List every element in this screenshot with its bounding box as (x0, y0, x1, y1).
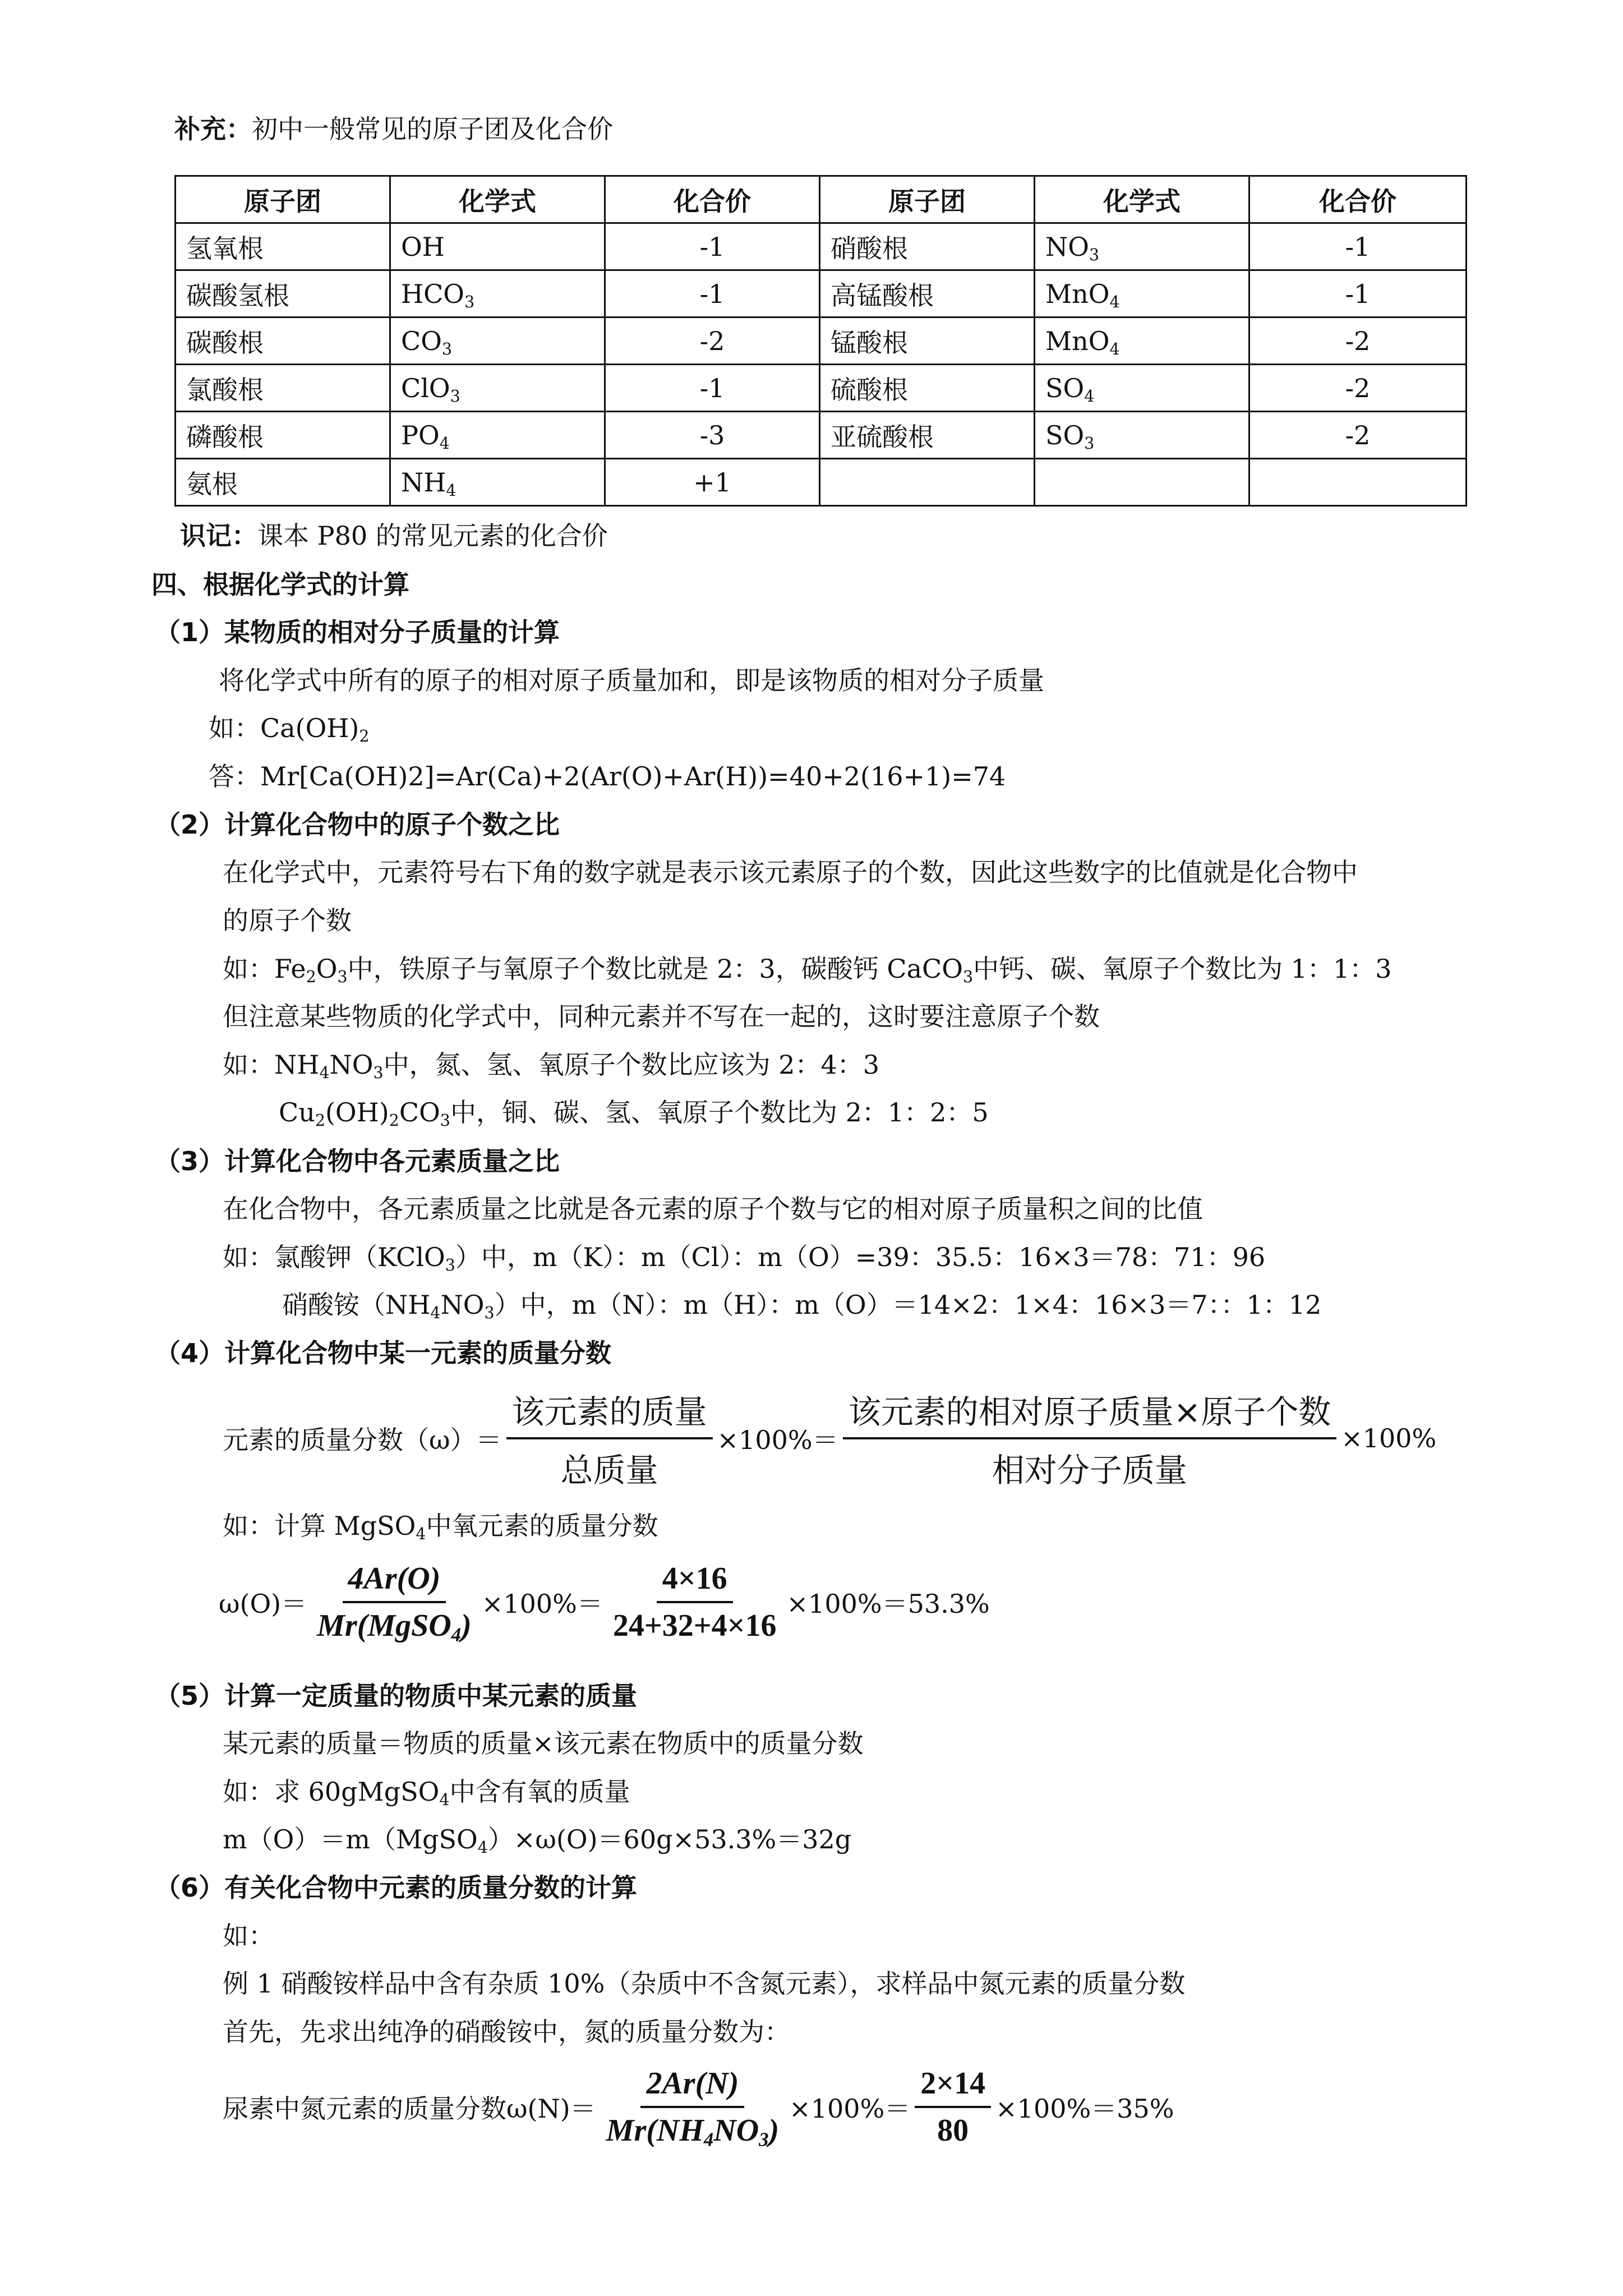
paragraph: 在化合物中，各元素质量之比就是各元素的原子个数与它的相对原子质量积之间的比值 (223, 1194, 1203, 1224)
table-row (176, 223, 1467, 270)
table-row (176, 318, 1467, 365)
subsection-heading: （2）计算化合物中的原子个数之比 (155, 809, 560, 840)
example-line: 如：求 60gMgSO$_4$中含有氧的质量 (223, 1777, 630, 1809)
radical-valence: -2 (1249, 365, 1467, 412)
radical-formula: $NH_4$ (390, 459, 605, 506)
mass-fraction-formula: 元素的质量分数（ω）＝ $\frac{\text{该元素的质量}}{\text{总质量}}$ ×100%＝ $\frac{\text{该元素的相对原子质量×原子个数}}{\text{相对分子质量}}$ ×100% (223, 1386, 1436, 1491)
header-valence: 化合价 (1249, 176, 1467, 223)
answer-line: 答：Mr[Ca(OH)2]=Ar(Ca)+2(Ar(O)+Ar(H))=40+2(16+1)=74 (209, 761, 1006, 792)
supplement-line (174, 112, 613, 146)
header-formula: 化学式 (390, 176, 605, 223)
radical-name: 硝酸根 (820, 223, 1035, 270)
note-line (180, 519, 608, 553)
radical-name: 碳酸氢根 (176, 270, 390, 318)
paragraph: 某元素的质量＝物质的质量×该元素在物质中的质量分数 (223, 1728, 864, 1759)
radical-valence: -2 (605, 318, 820, 365)
nitrogen-fraction-formula: 尿素中氮元素的质量分数ω(N)＝ $\frac{2Ar(N)}{Mr(NH_4NO_3)}$ ×100%＝ $\frac{2\times 14}{80}$ ×100%＝35% (223, 2066, 1174, 2151)
table-row (176, 270, 1467, 318)
paragraph: 在化学式中，元素符号右下角的数字就是表示该元素原子的个数，因此这些数字的比值就是化合物中 (223, 857, 1358, 887)
radical-name: 碳酸根 (176, 318, 390, 365)
radical-valence: -1 (605, 365, 820, 412)
radical-name: 高锰酸根 (820, 270, 1035, 318)
radical-valence-table (174, 175, 1467, 507)
table-row (176, 459, 1467, 506)
fraction: $\frac{2\times 14}{80}$ (915, 2065, 991, 2148)
radical-formula: $PO_4$ (390, 412, 605, 459)
radical-formula: $SO_3$ (1035, 412, 1249, 459)
table-header-row (176, 176, 1467, 223)
radical-valence: -2 (1249, 318, 1467, 365)
subsection-heading: （4）计算化合物中某一元素的质量分数 (155, 1338, 612, 1368)
radical-formula: $CO_3$ (390, 318, 605, 365)
table-row (176, 412, 1467, 459)
radical-name (820, 459, 1035, 506)
radical-formula: $HCO_3$ (390, 270, 605, 318)
oxygen-fraction-formula: ω(O)＝ $\frac{4Ar(O)}{Mr(MgSO_4)}$ ×100%＝ $\frac{4\times 16}{24+32+4\times 16}$ ×100%＝53.3% (219, 1561, 990, 1646)
radical-name: 氨根 (176, 459, 390, 506)
header-valence: 化合价 (605, 176, 820, 223)
radical-name: 磷酸根 (176, 412, 390, 459)
supplement-text: 初中一般常见的原子团及化合价 (252, 114, 613, 144)
example-line: 如：计算 MgSO$_4$中氧元素的质量分数 (223, 1511, 658, 1543)
radical-valence: -1 (1249, 270, 1467, 318)
section-heading: 四、根据化学式的计算 (151, 569, 409, 600)
calc-line: m（O）＝m（MgSO$_4$）×ω(O)＝60g×53.3%＝32g (223, 1824, 852, 1857)
note-label: 识记： (180, 521, 257, 551)
paragraph: 首先，先求出纯净的硝酸铵中，氮的质量分数为： (223, 2017, 790, 2047)
radical-formula: MnO$_4$ (1035, 318, 1249, 365)
fraction: $\frac{4Ar(O)}{Mr(MgSO_4)}$ (317, 1561, 472, 1646)
example-line: $Cu_2(OH)_2CO_3$中，铜、碳、氢、氧原子个数比为 2：1：2：5 (279, 1097, 989, 1130)
example-line: 如：氯酸钾（KClO$_3$）中，m（K）：m（Cl）：m（O）=39：35.5：16×3＝78：71：96 (223, 1242, 1266, 1274)
radical-valence: -1 (1249, 223, 1467, 270)
paragraph: 的原子个数 (223, 905, 352, 936)
header-radical: 原子团 (820, 176, 1035, 223)
fraction: $\frac{\text{该元素的质量}}{\text{总质量}}$ (506, 1386, 713, 1491)
radical-formula: OH (390, 223, 605, 270)
radical-formula: $NO_3$ (1035, 223, 1249, 270)
radical-valence: -1 (605, 223, 820, 270)
fraction: $\frac{2Ar(N)}{Mr(NH_4NO_3)}$ (606, 2066, 780, 2151)
paragraph: 如： (223, 1921, 274, 1951)
radical-valence (1249, 459, 1467, 506)
radical-valence: +1 (605, 459, 820, 506)
subsection-heading: （6）有关化合物中元素的质量分数的计算 (155, 1872, 638, 1903)
radical-formula (1035, 459, 1249, 506)
radical-name: 氢氧根 (176, 223, 390, 270)
radical-valence: -1 (605, 270, 820, 318)
example-line: 如：$Ca(OH)_2$ (209, 713, 370, 746)
fraction: $\frac{\text{该元素的相对原子质量×原子个数}}{\text{相对分子质量}}$ (843, 1386, 1337, 1491)
paragraph: 但注意某些物质的化学式中，同种元素并不写在一起的，这时要注意原子个数 (223, 1001, 1100, 1032)
radical-formula: $SO_4$ (1035, 365, 1249, 412)
subsection-heading: （3）计算化合物中各元素质量之比 (155, 1146, 560, 1176)
note-text: 课本 P80 的常见元素的化合价 (257, 521, 608, 551)
radical-formula: MnO$_4$ (1035, 270, 1249, 318)
example-line: 如：$NH_4NO_3$中，氮、氢、氧原子个数比应该为 2：4：3 (223, 1050, 880, 1082)
radical-name: 硫酸根 (820, 365, 1035, 412)
radical-valence: -3 (605, 412, 820, 459)
example-line: 硝酸铵$(NH_4NO_3)$中，m（N）：m（H）：m（O）＝14×2：1×4：16×3＝7：：1：12 (282, 1290, 1322, 1322)
radical-name: 锰酸根 (820, 318, 1035, 365)
radical-name: 亚硫酸根 (820, 412, 1035, 459)
fraction: $\frac{4\times 16}{24+32+4\times 16}$ (612, 1561, 777, 1643)
radical-name: 氯酸根 (176, 365, 390, 412)
radical-valence: -2 (1249, 412, 1467, 459)
header-formula: 化学式 (1035, 176, 1249, 223)
subsection-heading: （5）计算一定质量的物质中某元素的质量 (155, 1681, 638, 1711)
supplement-label: 补充： (174, 114, 252, 144)
paragraph: 将化学式中所有的原子的相对原子质量加和，即是该物质的相对分子质量 (219, 665, 1044, 696)
radical-formula: ClO$_3$ (390, 365, 605, 412)
paragraph: 例 1 硝酸铵样品中含有杂质 10%（杂质中不含氮元素），求样品中氮元素的质量分数 (223, 1968, 1186, 1999)
table-row (176, 365, 1467, 412)
header-radical: 原子团 (176, 176, 390, 223)
example-line: 如：$Fe_2O_3$中，铁原子与氧原子个数比就是 2：3，碳酸钙 CaCO$_3$中钙、碳、氧原子个数比为 1：1：3 (223, 954, 1392, 986)
subsection-heading: （1）某物质的相对分子质量的计算 (155, 617, 560, 647)
